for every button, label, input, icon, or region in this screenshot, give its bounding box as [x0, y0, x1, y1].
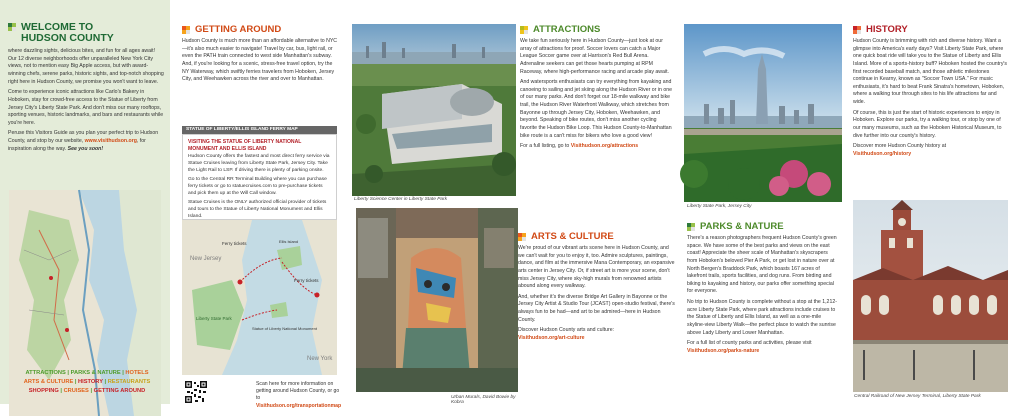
- arts-link[interactable]: Visithudson.org/art-culture: [518, 335, 585, 342]
- history-heading: [853, 25, 1007, 35]
- flag-icon: [8, 23, 16, 31]
- parks-body: [687, 235, 837, 356]
- attractions-paragraph-3: [520, 143, 674, 151]
- map-label-new-york: New York: [307, 356, 333, 362]
- qr-code-icon[interactable]: [185, 381, 207, 403]
- history-paragraph-2: Of course, this is just the start of historic experiences to enjoy in Hoboken. Explore our parks, try a walking tour, or stop by one of our many museums, such as the Hoboken Historical Museum, to dive further into our county's history.: [853, 109, 1002, 139]
- history-discover-text: Discover more Hudson County history at: [853, 143, 947, 150]
- welcome-paragraph-1: where dazzling sights, delicious bites, and fun for all ages await! Our 12 diverse neighborhoods offer unparalleled New York City views, not to mention easy Big Apple access, but with award-winning chefs, serene parks, historic sights, and top-notch shopping right here in Hudson County, we promise you won't want to leave.: [8, 48, 164, 85]
- attractions-paragraph-2: And watersports enthusiasts can try everything from kayaking and canoeing to sailing and jet skiing along the Hudson River or in one of our many parks. And don't forget our 18-mile walkway and bike trail, the Hudson River Waterfront Walkway, which stretches from Bayonne up through Jersey City, Hoboken, Weehawken, and beyond. Speaking of bike routes, don't miss another cycling favorite the Hudson Bike Loop. This Hudson County-to-Manhattan bike route is a can't miss for bikers who love a good view!: [520, 79, 672, 139]
- getting-around-body: [182, 38, 338, 84]
- attractions-paragraph-1: We take fun seriously here in Hudson County—just look at our array of attractions for proof. Soccer lovers can catch a Major League Soccer game over at Harrison's Red Bull Arena. Adrenaline seekers can get those hearts pumping at RPM Raceway, where high-performance racing and arcade play await.: [520, 37, 669, 75]
- separator: |: [90, 387, 93, 394]
- parks-paragraph-1: There's a reason photographers frequent Hudson County's green space. We have some of the best parks and views on the east coast! Appreciate the sheer scale of Manhattan's skyscrapers from Hoboken's beloved Pier A Park, or get lost in nature over at North Bergen's Braddock Park, which boasts 167 acres of lakefront trails, sports facilities, and dog runs. From birding and biking to kayaking and history, our parks offer something special for everyone.: [687, 234, 837, 295]
- link-hotels[interactable]: HOTELS: [125, 370, 149, 376]
- attractions-title: ATTRACTIONS: [533, 24, 601, 35]
- transportation-map-link[interactable]: Visithudson.org/transportationmap: [256, 402, 342, 409]
- history-content: [853, 25, 1007, 162]
- welcome-title-line2: HUDSON COUNTY: [21, 32, 114, 45]
- flag-icon: [518, 233, 526, 241]
- getting-around-heading: [182, 25, 338, 35]
- parks-paragraph-2: No trip to Hudson County is complete without a stop at the 1,212-acre Liberty State Park, where park attractions include cruises to the Statue of Liberty and Ellis Island, as well as a one-mile skyline-view Liberty Walk—the perfect place to watch the sunrise above Lady Liberty and Lower Manhattan.: [687, 299, 837, 336]
- flag-icon: [687, 223, 695, 231]
- attractions-link[interactable]: Visithudson.org/attractions: [570, 143, 639, 150]
- welcome-p3-post: , for inspiration along the way.: [8, 138, 146, 152]
- murals-caption: Urban Murals, David Bowie by Kobra: [451, 395, 516, 405]
- see-you-soon: See you soon!: [67, 145, 104, 152]
- ferry-map-bar: STATUE OF LIBERTY/ELLIS ISLAND FERRY MAP: [182, 126, 337, 134]
- welcome-title-line1: WELCOME TO: [21, 21, 94, 33]
- link-arts-culture[interactable]: ARTS & CULTURE: [23, 378, 74, 385]
- flag-icon: [182, 26, 190, 34]
- visithudson-link[interactable]: www.visithudson.org: [84, 138, 137, 145]
- map-label-liberty-state-park: Liberty State Park: [196, 316, 232, 321]
- arts-discover-text: Discover Hudson County arts and culture:: [518, 327, 615, 334]
- welcome-p3-text: Peruse this Visitors Guide as you plan your perfect trip to Hudson County, and stop by our website,: [8, 130, 159, 145]
- central-railroad-terminal-photo: [853, 200, 1008, 392]
- statue-of-liberty-box: [182, 134, 337, 220]
- attractions-panel: [516, 0, 677, 404]
- welcome-paragraph-3: [8, 130, 164, 153]
- link-parks-nature[interactable]: PARKS & NATURE: [70, 370, 121, 376]
- parks-nature-section: [687, 222, 837, 359]
- arts-paragraph-2: And, whether it's the diverse Bridge Art Gallery in Bayonne or the Jersey City Artist & Studio Tour (JCAST) open-studio festival, there's always fun to be had—and art to be admired—here in Hudson County.: [518, 293, 675, 323]
- flag-icon: [520, 26, 528, 34]
- arts-culture-section: [518, 232, 676, 346]
- welcome-content: [8, 22, 164, 156]
- separator: |: [122, 370, 124, 376]
- arts-body: [518, 245, 676, 343]
- attractions-body: [520, 38, 674, 151]
- ferry-route-map: [182, 220, 337, 375]
- flag-icon: [853, 26, 861, 34]
- map-label-new-jersey: New Jersey: [190, 256, 222, 262]
- link-attractions[interactable]: ATTRACTIONS: [25, 370, 66, 376]
- history-paragraph-3: [853, 143, 1007, 158]
- parks-paragraph-3: [687, 340, 837, 355]
- separator: |: [67, 370, 70, 376]
- arts-paragraph-1: We're proud of our vibrant arts scene here in Hudson County, and we can't wait for you to enjoy it, too. Admire sculptures, paintings, dance, and film at the immersive Mana Contemporary, an expansive arts center in Jersey City. Or, if street art is more your scene, don't miss Jersey City, where sky-high murals from renowned artists abound along every walkway.: [518, 244, 675, 290]
- welcome-body: [8, 48, 164, 153]
- map-label-statue: Statue of Liberty National Monument: [252, 326, 317, 331]
- history-body: [853, 38, 1007, 159]
- liberty-science-center-photo: [352, 24, 516, 196]
- statue-visit-heading: VISITING THE STATUE OF LIBERTY NATIONAL MONUMENT AND ELLIS ISLAND: [188, 139, 302, 152]
- section-links: [8, 369, 166, 395]
- link-history[interactable]: HISTORY: [78, 378, 103, 385]
- parks-title: PARKS & NATURE: [700, 221, 784, 232]
- urban-murals-photo: [356, 208, 518, 392]
- liberty-state-park-caption: Liberty State Park, Jersey City: [687, 204, 752, 209]
- separator: |: [60, 387, 62, 394]
- welcome-paragraph-2: Come to experience iconic attractions like Carlo's Bakery in Hoboken, stay for crowd-free access to the Statue of Liberty from Jersey City's Liberty State Park. And don't miss our many rooftops, sporting venues, historic landmarks, and bars and restaurants while you're here.: [8, 89, 164, 126]
- history-panel: [843, 0, 1013, 404]
- welcome-heading: [8, 22, 164, 44]
- link-cruises[interactable]: CRUISES: [63, 387, 89, 394]
- history-title: HISTORY: [866, 24, 908, 35]
- history-link[interactable]: Visithudson.org/history: [853, 150, 912, 157]
- attractions-listing-text: For a full listing, go to: [520, 143, 570, 150]
- parks-list-text: For a full list of county parks and activities, please visit: [687, 340, 812, 347]
- statue-visit-p3: Statue Cruises is the ONLY authorized official provider of tickets and tours to the Statue of Liberty National Monument and Ellis Island.: [188, 199, 327, 219]
- liberty-state-park-photo: [684, 24, 842, 202]
- parks-panel: [680, 0, 842, 404]
- separator: |: [104, 378, 107, 385]
- arts-heading: [518, 232, 676, 242]
- map-label-ferry-tickets-1: Ferry tickets: [222, 241, 247, 246]
- attractions-content: [520, 25, 674, 154]
- qr-info: [256, 381, 340, 410]
- science-center-caption: Liberty Science Center in Liberty State Park: [354, 197, 448, 202]
- statue-visit-p2: Go to the Central RR Terminal Building where you can purchase ferry tickets or go to statuecruises.com to pre-purchase tickets and pick them up at the Will Call window.: [188, 177, 327, 196]
- attractions-heading: [520, 25, 674, 35]
- parks-heading: [687, 222, 837, 232]
- arts-paragraph-3: [518, 327, 676, 342]
- getting-around-panel: [172, 0, 347, 409]
- link-shopping[interactable]: SHOPPING: [28, 387, 59, 394]
- statue-visit-p1: Hudson County offers the fastest and most direct ferry service via Statue Cruises leaving from Liberty State Park, Jersey City. Take the Light Rail to LSP. If driving there is plenty of parking onsite.: [188, 154, 330, 174]
- history-paragraph-1: Hudson County is brimming with rich and diverse history. Want a glimpse into America's early days? Visit Liberty State Park, where one quick boat ride will take you to the Statue of Liberty and Ellis Island. More of a sports-history buff? Hoboken hosted the country's first recorded baseball match, and those athletic milestones continue in Kearny, known as "Soccer Town USA." For music enthusiasts, it's hard to beat Frank Sinatra's hometown, Hoboken, where a walking tour through sites to his life attractions far and wide.: [853, 37, 1008, 106]
- parks-link[interactable]: Visithudson.org/parks-nature: [687, 347, 760, 354]
- separator: |: [74, 378, 77, 385]
- map-label-ferry-tickets-2: Ferry tickets: [294, 278, 319, 283]
- map-label-ellis-island: Ellis Island: [279, 239, 299, 244]
- arts-title: ARTS & CULTURE: [531, 231, 614, 242]
- getting-around-title: GETTING AROUND: [195, 24, 282, 35]
- welcome-panel: [0, 0, 170, 404]
- link-restaurants[interactable]: RESTAURANTS: [107, 378, 151, 385]
- railroad-terminal-caption: Central Railroad of New Jersey Terminal, Liberty State Park: [854, 394, 981, 399]
- photo-panel-science-murals: [350, 0, 516, 404]
- getting-around-paragraph: Hudson County is much more than an affordable alternative to NYC—it's also much easier to navigate! Travel by car, bus, light rail, or even the PATH train connected to west side Manhattan's subway. And, if you're looking for a scenic, stress-free travel option, try the NY Waterway, which swiftly ferries travelers from Hoboken, Jersey City, and Weehawken across the river and over to Manhattan.: [182, 37, 338, 83]
- link-getting-around[interactable]: GETTING AROUND: [93, 387, 146, 394]
- qr-info-text: Scan here for more information on getting around Hudson County, or go to: [256, 381, 340, 402]
- getting-around-content: [182, 25, 338, 87]
